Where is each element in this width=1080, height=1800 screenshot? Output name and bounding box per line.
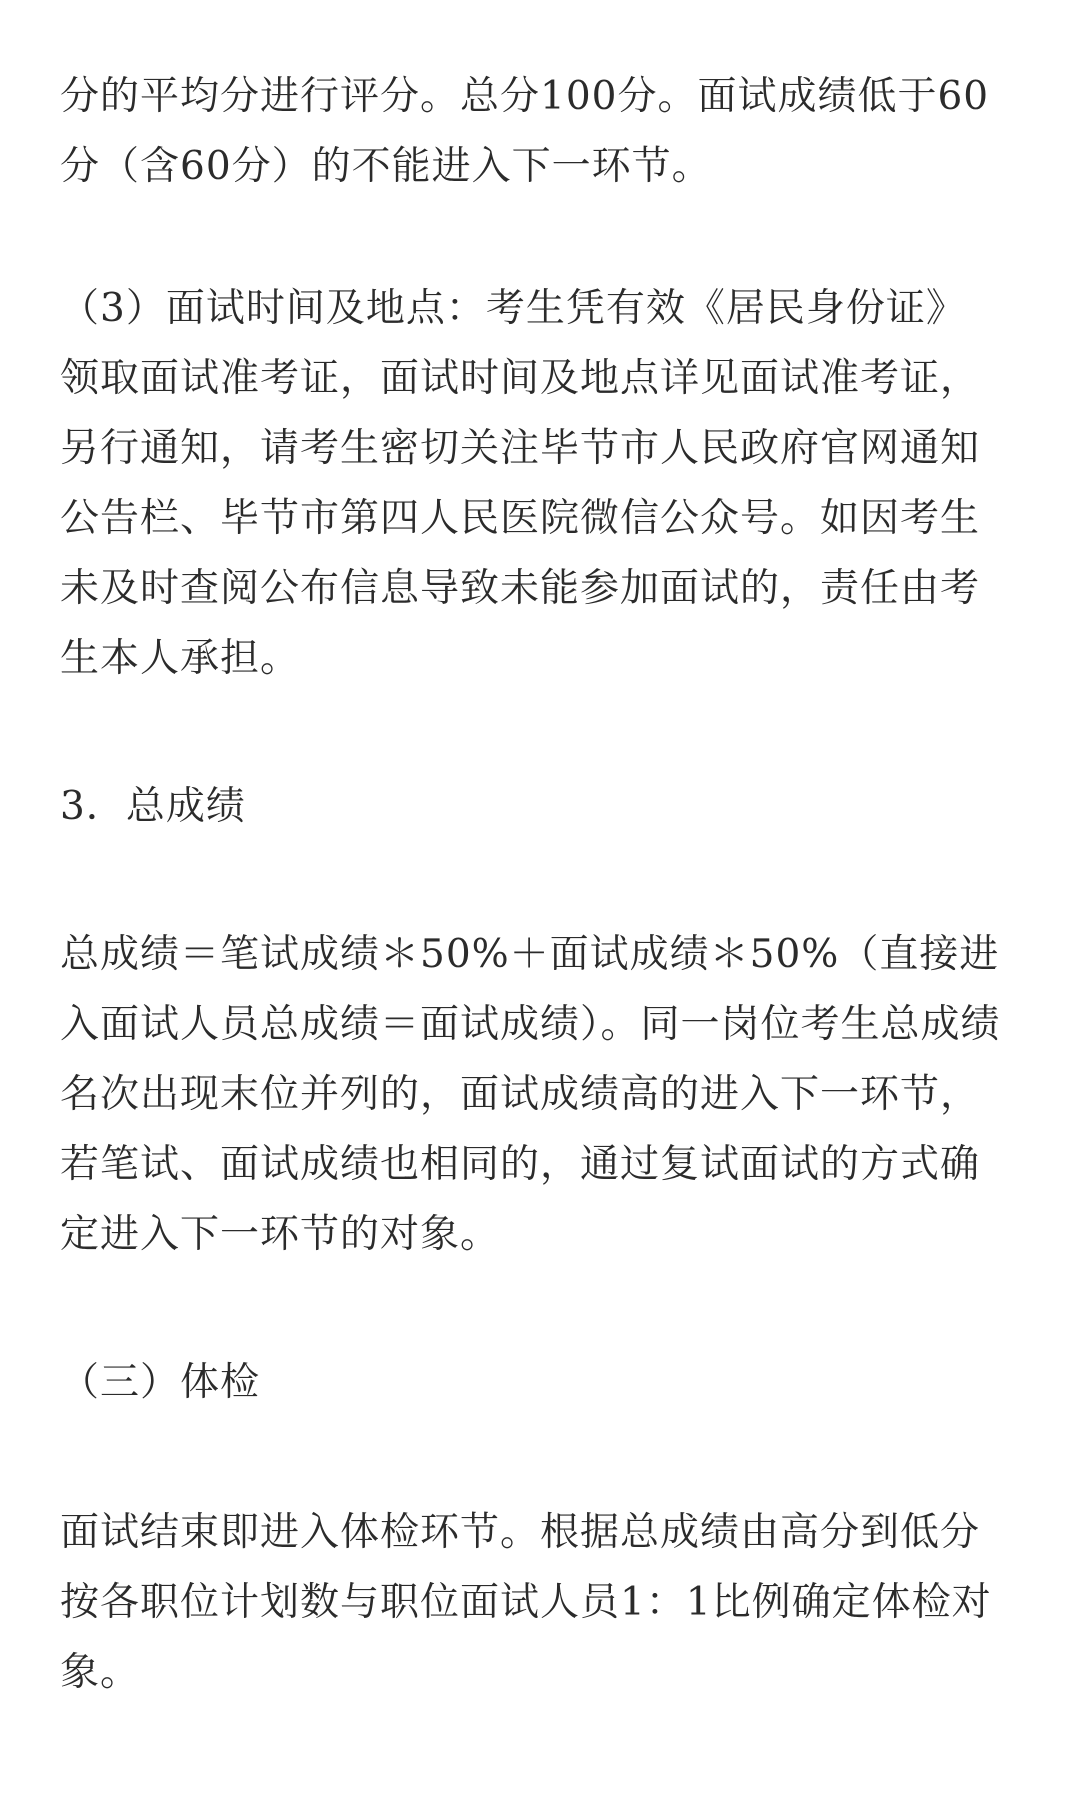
section-heading-total-score: 3．总成绩 [60, 784, 246, 829]
paragraph-interview-time-location: （3）面试时间及地点：考生凭有效《居民身份证》 领取面试准考证，面试时间及地点详见面试准考证， 另行通知，请考生密切关注毕节市人民政府官网通知 公告栏、毕节市第四人民医院微信公众号。如因考生 未及时查阅公布信息导致未能参加面试的，责任由考 生本人承担。 [60, 286, 981, 681]
paragraph-interview-scoring: 分的平均分进行评分。总分100分。面试成绩低于60 分（含60分）的不能进入下一环节。 [60, 74, 990, 189]
paragraph-total-score-formula: 总成绩＝笔试成绩＊50%＋面试成绩＊50%（直接进 入面试人员总成绩＝面试成绩）。同一岗位考生总成绩 名次出现末位并列的，面试成绩高的进入下一环节， 若笔试、面试成绩也相同的，通过复试面试的方式确 定进入下一环节的对象。 [60, 932, 1001, 1257]
article-body [60, 62, 1035, 1708]
paragraph-physical-exam: 面试结束即进入体检环节。根据总成绩由高分到低分 按各职位计划数与职位面试人员1：1比例确定体检对 象。 [60, 1510, 992, 1695]
section-heading-physical-exam: （三）体检 [60, 1360, 261, 1405]
